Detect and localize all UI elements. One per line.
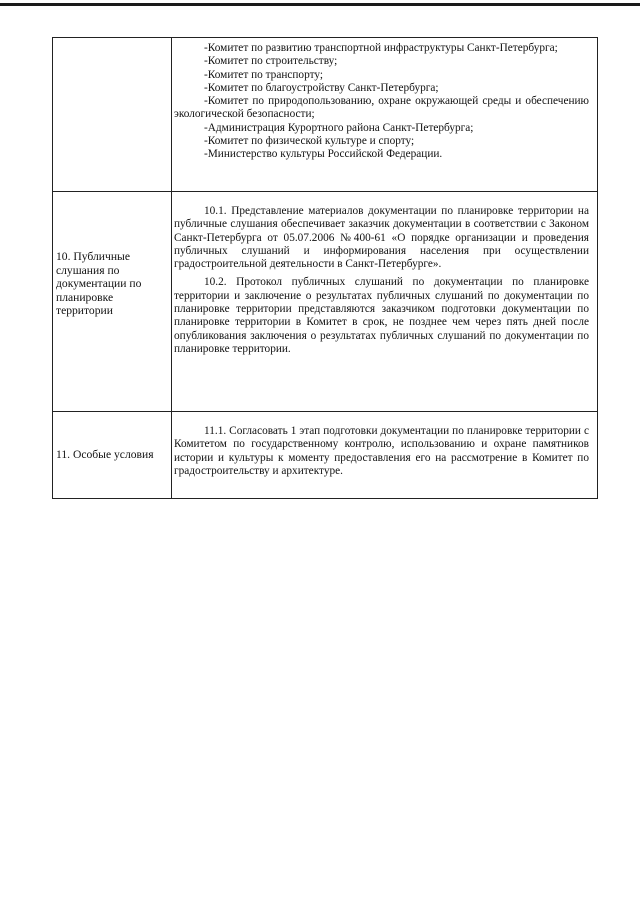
requirements-table bbox=[52, 37, 598, 499]
row-label-cell bbox=[53, 412, 172, 499]
row-label-public-hearings: 10. Публичные слушания по документации по планировке территории bbox=[56, 250, 142, 318]
special-conditions-text bbox=[172, 412, 597, 478]
row-label-special-conditions: 11. Особые условия bbox=[56, 448, 154, 461]
list-item: -Комитет по физической культуре и спорту; bbox=[204, 135, 415, 148]
table-row bbox=[53, 192, 598, 412]
paragraph-10-1: 10.1. Представление материалов документации по планировке территории на публичные слушания обеспечивает заказчик документации в соответствии с Законом Санкт-Петербурга от 05.07.2006 №400-61 «О порядке организации и проведения публичных слушаний и информирования населения при осуществлении градостроительной деятельности в Санкт-Петербурге». bbox=[174, 205, 589, 271]
row-label-cell bbox=[53, 38, 172, 192]
paragraph-11-1: 11.1. Согласовать 1 этап подготовки документации по планировке территории с Комитетом по государственному контролю, использованию и охране памятников истории и культуры к моменту предоставления его на рассмотрение в Комитет по градостроительству и архитектуре. bbox=[174, 425, 589, 477]
agency-list bbox=[172, 38, 597, 164]
list-item: -Администрация Курортного района Санкт-Петербурга; bbox=[204, 121, 474, 134]
list-item: -Комитет по транспорту; bbox=[204, 68, 324, 81]
list-item: -Комитет по строительству; bbox=[204, 55, 338, 68]
row-content-cell bbox=[172, 38, 598, 192]
paragraph-10-2: 10.2. Протокол публичных слушаний по документации по планировке территории и заключение о результатах публичных слушаний по документации по планировке территории представляются заказчиком подготовки документации по планировке территории в Комитет в срок, не позднее чем через пять дней после опубликования заключения о результатах публичных слушаний по документации по планировке территории. bbox=[174, 276, 589, 355]
list-item: -Комитет по развитию транспортной инфраструктуры Санкт-Петербурга; bbox=[204, 42, 558, 54]
table-row bbox=[53, 38, 598, 192]
list-item: -Комитет по благоустройству Санкт-Петербурга; bbox=[204, 81, 439, 94]
row-label-cell bbox=[53, 192, 172, 412]
list-item: -Комитет по природопользованию, охране окружающей среды и обеспечению экологической безопасности; bbox=[174, 95, 589, 121]
top-border-line bbox=[0, 3, 640, 6]
table-row bbox=[53, 412, 598, 499]
list-item: -Министерство культуры Российской Федерации. bbox=[204, 148, 443, 161]
public-hearings-text bbox=[172, 192, 597, 356]
row-content-cell bbox=[172, 192, 598, 412]
row-content-cell bbox=[172, 412, 598, 499]
